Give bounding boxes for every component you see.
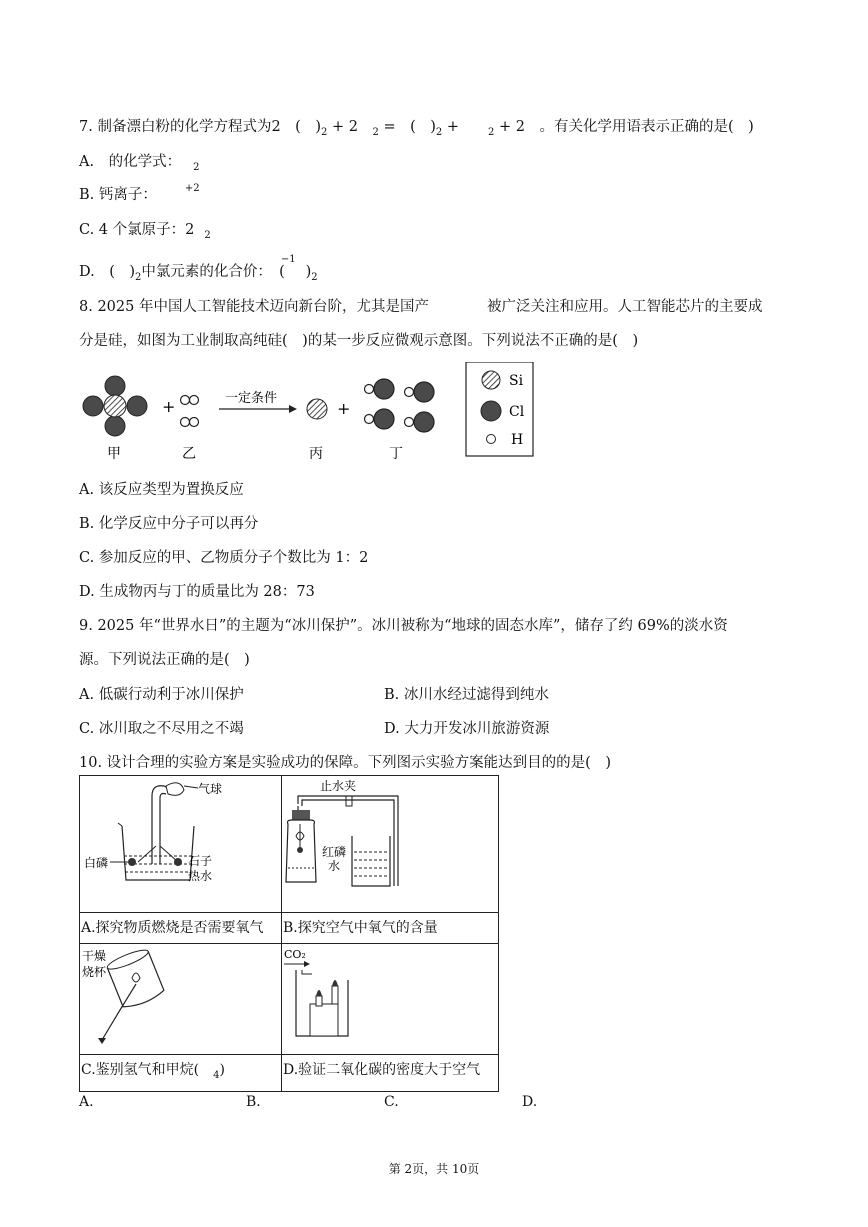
caption-a: A.探究物质燃烧是否需要氧气 [80,913,282,944]
legend [466,362,533,456]
q7-option-b [79,183,200,204]
caption-b: B.探究空气中氧气的含量 [282,913,499,944]
caption-c-end: ) [219,1062,225,1078]
q9-option-a: A. 低碳行动利于冰川保护 [79,687,244,703]
caption-c [80,1055,282,1092]
q8-option-d: D. 生成物丙与丁的质量比为 28：73 [79,584,315,600]
answer-b: B. [246,1094,261,1110]
q7-option-a [79,150,199,173]
answer-a: A. [79,1094,94,1110]
figure-c-cell [80,944,282,1055]
q9-line1: 9. 2025 年“世界水日”的主题为“冰川保护”。冰川被称为“地球的固态水库”，储存了约 69%的淡水资 [79,618,728,634]
q9-option-c: C. 冰川取之不尽用之不竭 [79,721,244,737]
q7-stem [79,115,754,138]
q7-stem-part: + [446,119,489,135]
molecule-yi [181,396,199,427]
figure-a-balloon-experiment [80,776,280,908]
legend-si: Si [509,373,524,389]
q7-stem-part: + 2 [331,119,373,135]
q10-stem: 10. 设计合理的实验方案是实验成功的保障。下列图示实验方案能达到目的的是( ) [79,755,611,771]
q7-sub: 2 [488,127,495,138]
q7-option-a-text: A. 的化学式： [79,154,182,170]
answer-d: D. [522,1094,538,1110]
q7-option-a-sub: 2 [193,162,200,173]
legend-h-icon [487,435,496,444]
molecule-ding [365,379,435,432]
q8-line2: 分是硅，如图为工业制取高纯硅( )的某一步反应微观示意图。下列说法不正确的是( ) [79,333,639,349]
q9-line2: 源。下列说法正确的是( ) [79,652,250,668]
q7-sub: 2 [320,127,328,138]
label-clamp: 止水夹 [320,779,357,793]
q7-option-b-text: B. 钙离子： [79,187,157,203]
label-bing: 丙 [309,446,323,462]
plus-sign: + [337,399,351,418]
q7-sub: 2 [435,127,443,138]
q9-option-d: D. 大力开发冰川旅游资源 [384,721,550,737]
caption-c-text: C.鉴别氢气和甲烷( [81,1062,200,1078]
molecule-bing [307,399,327,419]
legend-cl-icon [481,401,501,421]
q7-option-d-mid: 中氯元素的化合价： ( [141,264,285,280]
q7-option-d-sub2: 2 [311,272,318,283]
label-red-phosphorus: 红磷 [322,845,347,859]
q7-option-c-sub: 2 [204,230,211,241]
q7-option-d-sup: −1 [280,254,296,265]
q7-option-c-text: C. 4 个氯原子：2 [79,222,195,238]
q8-line1: 8. 2025 年中国人工智能技术迈向新台阶，尤其是国产 被广泛关注和应用。人工智能芯片的主要成 [79,299,763,315]
q7-stem-text: 7. 制备漂白粉的化学方程式为2 ( ) [79,119,321,135]
reaction-arrow [219,405,297,413]
label-white-phosphorus: 白磷 [84,856,109,870]
figure-b-cell [282,776,499,913]
reaction-diagram [79,362,549,462]
figure-d-cell [282,944,499,1055]
figure-d-co2-experiment [282,944,498,1050]
legend-si-icon [482,371,500,389]
label-ding: 丁 [389,446,403,462]
q7-option-c [79,218,211,241]
q7-option-d [79,254,318,283]
label-dry: 干燥 [82,949,107,963]
legend-h: H [511,432,524,448]
q8-option-b: B. 化学反应中分子可以再分 [79,516,259,532]
q7-option-b-sup: +2 [184,183,200,194]
plus-sign: + [162,397,176,416]
figure-b-oxygen-experiment [282,776,498,908]
page-footer: 第 2页，共 10页 [388,1162,480,1176]
label-jia: 甲 [107,446,121,462]
reaction-condition: 一定条件 [225,391,278,406]
q7-option-d-text: D. ( ) [79,264,136,280]
answer-c: C. [384,1094,399,1110]
legend-cl: Cl [509,404,525,420]
figure-a-cell [80,776,282,913]
caption-c-sub: 4 [213,1070,220,1081]
label-beaker: 烧杯 [82,965,107,979]
q7-sub: 2 [372,127,379,138]
q7-option-d-end: ) [305,264,312,280]
label-hot-water: 热水 [188,869,213,883]
label-water: 水 [328,859,341,873]
q7-stem-part: + 2 。有关化学用语表示正确的是( ) [499,119,754,135]
q9-option-b: B. 冰川水经过滤得到纯水 [384,687,549,703]
label-co2: CO₂ [284,948,306,961]
q7-stem-part: = ( ) [383,119,436,135]
label-balloon: 气球 [198,782,223,796]
q8-option-a: A. 该反应类型为置换反应 [79,482,244,498]
q7-option-d-sub: 2 [135,272,142,283]
figure-c-gas-experiment [80,944,280,1050]
molecule-jia [83,376,147,436]
experiment-table [79,775,499,1092]
label-stone: 石子 [188,854,213,868]
q8-option-c: C. 参加反应的甲、乙物质分子个数比为 1：2 [79,550,369,566]
caption-d: D.验证二氧化碳的密度大于空气 [282,1055,499,1092]
label-yi: 乙 [182,446,196,462]
